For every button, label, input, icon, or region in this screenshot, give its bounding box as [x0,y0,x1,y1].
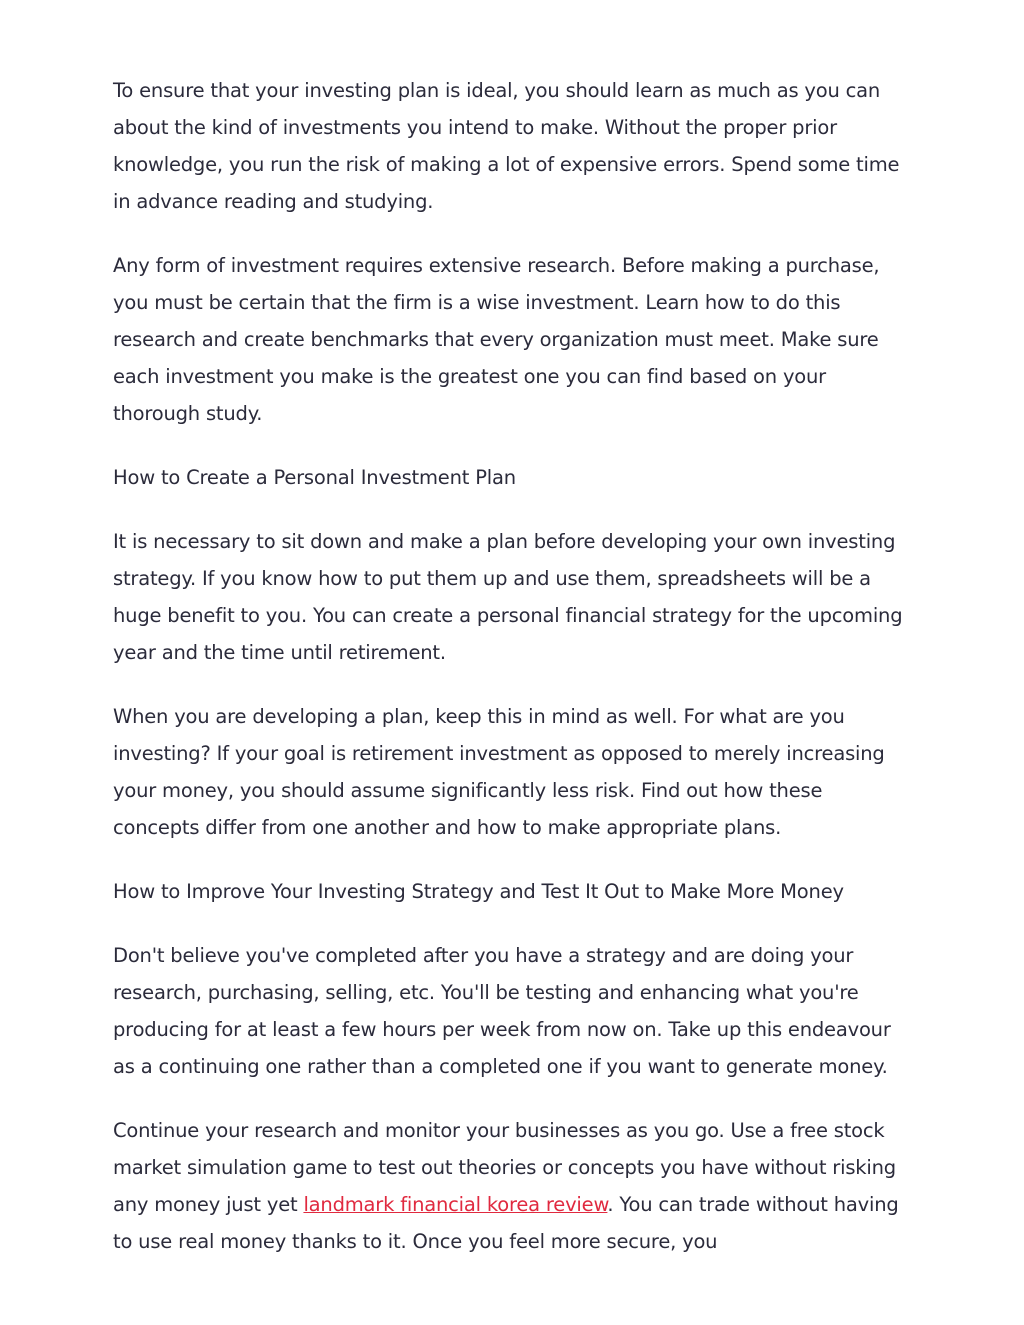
document-body [113,72,903,1287]
paragraph-dont-believe: Don't believe you've completed after you have a strategy and are doing your research, purchasing, selling, etc. You'll be testing and enhancing what you're producing for at least a few hours per week from now on. Take up this endeavour as a continuing one rather than a completed one if you want to generate money. [113,944,891,1078]
heading-improve-strategy: How to Improve Your Investing Strategy and Test It Out to Make More Money [113,880,844,903]
paragraph-sit-down-plan: It is necessary to sit down and make a plan before developing your own investing strategy. If you know how to put them up and use them, spreadsheets will be a huge benefit to you. You can create a personal financial strategy for the upcoming year and the time until retirement. [113,530,903,664]
heading-personal-plan: How to Create a Personal Investment Plan [113,466,516,489]
review-link[interactable]: landmark financial korea review [303,1193,608,1216]
paragraph-extensive-research: Any form of investment requires extensive research. Before making a purchase, you must be certain that the firm is a wise investment. Learn how to do this research and create benchmarks that every organization must meet. Make sure each investment you make is the greatest one you can find based on your thorough study. [113,254,880,425]
paragraph-keep-in-mind: When you are developing a plan, keep this in mind as well. For what are you investing? If your goal is retirement investment as opposed to merely increasing your money, you should assume significantly less risk. Find out how these concepts differ from one another and how to make appropriate plans. [113,705,885,839]
paragraph-research-intro: To ensure that your investing plan is ideal, you should learn as much as you can about the kind of investments you intend to make. Without the proper prior knowledge, you run the risk of making a lot of expensive errors. Spend some time in advance reading and studying. [113,79,900,213]
paragraph-continue-text-before: Continue your research and monitor your businesses as you go. Use a free stock market simulation game to test out theories or concepts you have without risking any money just yet [113,1119,896,1216]
paragraph-continue-research [113,1112,903,1260]
paragraph-continue-text-after: . You can trade without having to use real money thanks to it. Once you feel more secure, you [113,1193,899,1253]
